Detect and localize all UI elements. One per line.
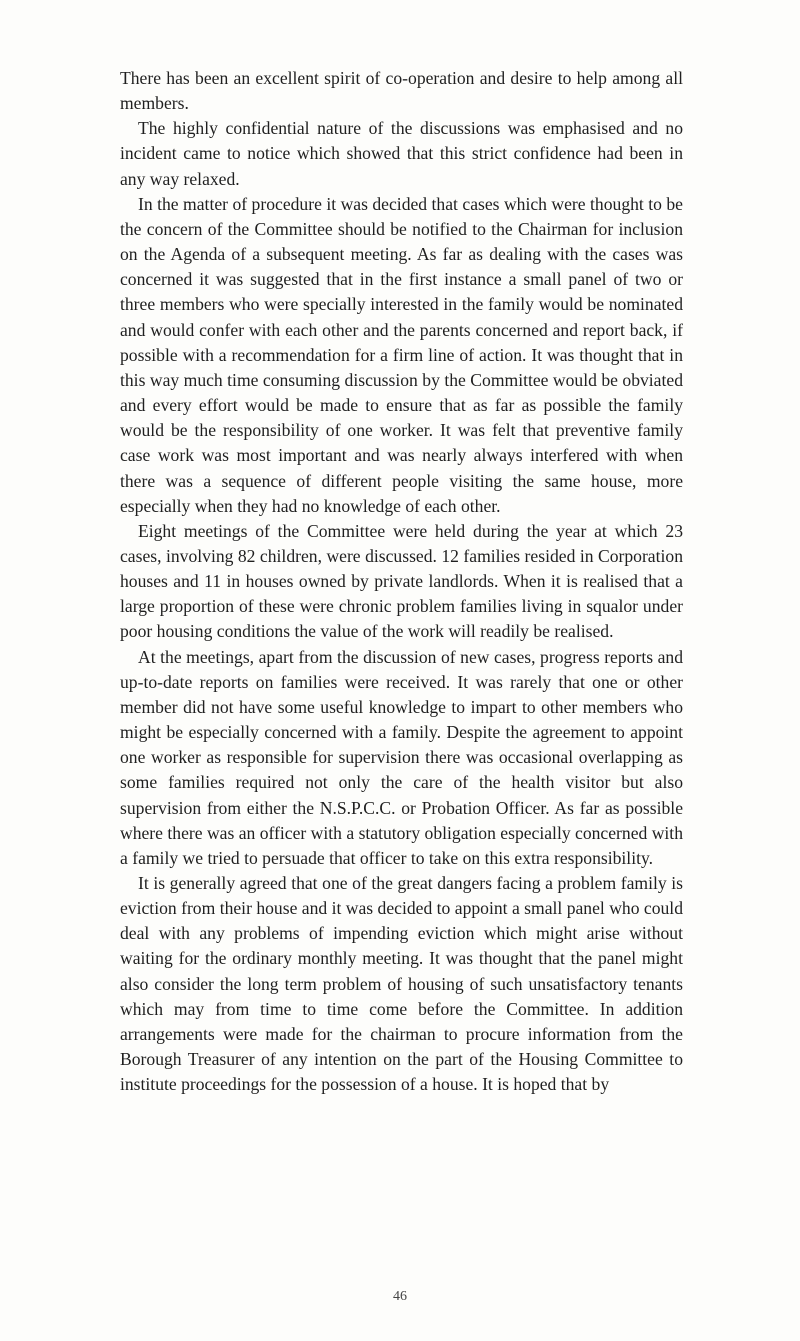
paragraph-confidentiality: The highly confidential nature of the discussions was emphasised and no incident came to notice which showed that this strict confidence had been in any way relaxed. — [120, 118, 683, 189]
paragraph-procedure: In the matter of procedure it was decided that cases which were thought to be the concern of the Committee should be notified to the Chairman for inclusion on the Agenda of a subsequent meeting. As far as dealing with the cases was concerned it was suggested that in the first instance a small panel of two or three members who were specially interested in the family would be nominated and would confer with each other and the parents concerned and report back, if possible with a recommendation for a firm line of action. It was thought that in this way much time consuming discussion by the Committee would be obviated and every effort would be made to ensure that as far as possible the family would be the responsibility of one worker. It was felt that preventive family case work was most important and was nearly always interfered with when there was a sequence of different people visiting the same house, more especially when they had no knowledge of each other. — [120, 193, 683, 516]
paragraph-progress-reports: At the meetings, apart from the discussion of new cases, progress reports and up-to-date reports on families were received. It was rarely that one or other member did not have some useful knowledge to impart to other members who might be especially concerned with a family. Despite the agreement to appoint one worker as responsible for supervision there was occasional overlapping as some families required not only the care of the health visitor but also supervision from either the N.S.P.C.C. or Probation Officer. As far as possible where there was an officer with a statutory obligation especially concerned with a family we tried to persuade that officer to take on this extra responsibility. — [120, 646, 683, 868]
page-number: 46 — [393, 1289, 407, 1304]
paragraph-cooperation: There has been an excellent spirit of co-operation and desire to help among all members. — [120, 68, 683, 114]
body-text — [120, 66, 683, 1097]
paragraph-meetings-count: Eight meetings of the Committee were held during the year at which 23 cases, involving 82 children, were discussed. 12 families resided in Corporation houses and 11 in houses owned by private landlords. When it is realised that a large proportion of these were chronic problem families living in squalor under poor housing conditions the value of the work will readily be realised. — [120, 520, 683, 642]
paragraph-eviction: It is generally agreed that one of the great dangers facing a problem family is eviction from their house and it was decided to appoint a small panel who could deal with any problems of impending eviction which might arise without waiting for the ordinary monthly meeting. It was thought that the panel might also consider the long term problem of housing of such unsatisfactory tenants which may from time to time come before the Committee. In addition arrangements were made for the chairman to procure information from the Borough Treasurer of any intention on the part of the Housing Committee to institute proceedings for the possession of a house. It is hoped that by — [120, 873, 683, 1095]
